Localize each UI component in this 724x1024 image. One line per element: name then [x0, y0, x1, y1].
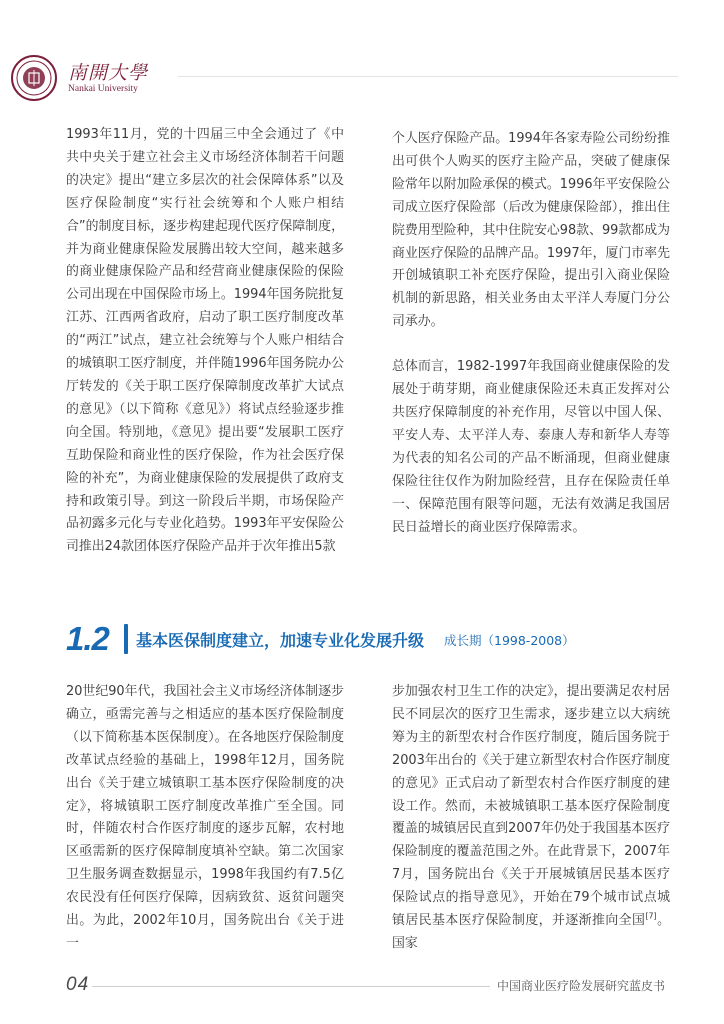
section-number: 1.2: [66, 620, 109, 657]
paragraph: 个人医疗保险产品。1994年各家寿险公司纷纷推出可供个人购买的医疗主险产品，突破了健康保险常年以附加险承保的模式。1996年平安保险公司成立医疗保险部（后改为健康保险部），推出住院费用型险种，其中住院安心98款、99款都成为商业医疗保险的品牌产品。1997年，厦门市率先开创城镇职工补充医疗保险，提出引入商业保险机制的新思路，相关业务由太平洋人寿厦门分公司承办。: [392, 131, 670, 330]
paragraph: [392, 681, 670, 956]
page-number: 04: [66, 974, 90, 995]
paragraph: 总体而言，1982-1997年我国商业健康保险的发展处于萌芽期，商业健康保险还未真正发挥对公共医疗保障制度的补充作用，尽管以中国人保、平安人寿、太平洋人寿、泰康人寿和新华人寿等为代表的知名公司的产品不断涌现，但商业健康保险往往仅作为附加险经营，且存在保险责任单一、保障范围有限等问题，无法有效满足我国居民日益增长的商业医疗保障需求。: [392, 359, 670, 535]
paragraph-text-tail: 。国家: [392, 913, 671, 951]
footer-divider: [92, 986, 490, 987]
logo-chinese-name: 南開大學: [68, 62, 149, 84]
text-column-bottom-right: [392, 681, 670, 956]
paragraph: 1993年11月，党的十四届三中全会通过了《中共中央关于建立社会主义市场经济体制若干问题的决定》提出“建立多层次的社会保障体系”以及医疗保险制度“实行社会统筹和个人账户相结合”的制度目标，逐步构建起现代医疗保障制度，并为商业健康保险发展腾出较大空间，越来越多的商业健康保险产品和经营商业健康保险的保险公司出现在中国保险市场上。1994年国务院批复江苏、江西两省政府，启动了职工医疗制度改革的“两江”试点，建立社会统筹与个人账户相结合的城镇职工医疗制度，并伴随1996年国务院办公厅转发的《关于职工医疗保障制度改革扩大试点的意见》（以下简称《意见》）将试点经验逐步推向全国。特别地，《意见》提出要“发展职工医疗互助保险和商业性的医疗保险，作为社会医疗保险的补充”，为商业健康保险的发展提供了政府支持和政策引导。到这一阶段后半期，市场保险产品初露多元化与专业化趋势。1993年平安保险公司推出24款团体医疗保险产品并于次年推出5款: [66, 127, 344, 555]
text-column-top-right: [392, 128, 670, 539]
section-title: 基本医保制度建立，加速专业化发展升级: [136, 631, 425, 650]
section-heading: [66, 620, 686, 660]
logo-english-name: Nankai University: [68, 84, 138, 94]
paragraph-text: 步加强农村卫生工作的决定》，提出要满足农村居民不同层次的医疗卫生需求，逐步建立以大病统筹为主的新型农村合作医疗制度，随后国务院于2003年出台的《关于建立新型农村合作医疗制度的意见》正式启动了新型农村合作医疗制度的建设工作。然而，未被城镇职工基本医疗保险制度覆盖的城镇居民直到2007年仍处于我国基本医疗保险制度的覆盖范围之外。在此背景下，2007年7月，国务院出台《关于开展城镇居民基本医疗保险试点的指导意见》，开始在79个城市试点城镇居民基本医疗保险制度，并逐渐推向全国: [392, 684, 670, 929]
paragraph: 20世纪90年代，我国社会主义市场经济体制逐步确立，亟需完善与之相适应的基本医疗保险制度（以下简称基本医保制度）。在各地医疗保险制度改革试点经验的基础上，1998年12月，国务院出台《关于建立城镇职工基本医疗保险制度的决定》，将城镇职工医疗制度改革推广至全国。同时，伴随农村合作医疗制度的逐步瓦解，农村地区亟需新的医疗保障制度填补空缺。第二次国家卫生服务调查数据显示，1998年我国约有7.5亿农民没有任何医疗保障，因病致贫、返贫问题突出。为此，2002年10月，国务院出台《关于进一: [66, 684, 344, 951]
header-divider: [178, 76, 678, 77]
section-subtitle: 成长期（1998-2008）: [444, 633, 575, 648]
university-seal-icon: [10, 54, 58, 102]
footer-document-title: 中国商业医疗险发展研究蓝皮书: [497, 979, 666, 993]
nankai-university-logo: [10, 54, 240, 102]
reference-marker[interactable]: [7]: [645, 911, 657, 921]
section-divider-bar: [124, 624, 128, 654]
page-header: [0, 0, 724, 120]
text-column-bottom-left: [66, 681, 344, 956]
text-column-top-left: [66, 124, 344, 559]
